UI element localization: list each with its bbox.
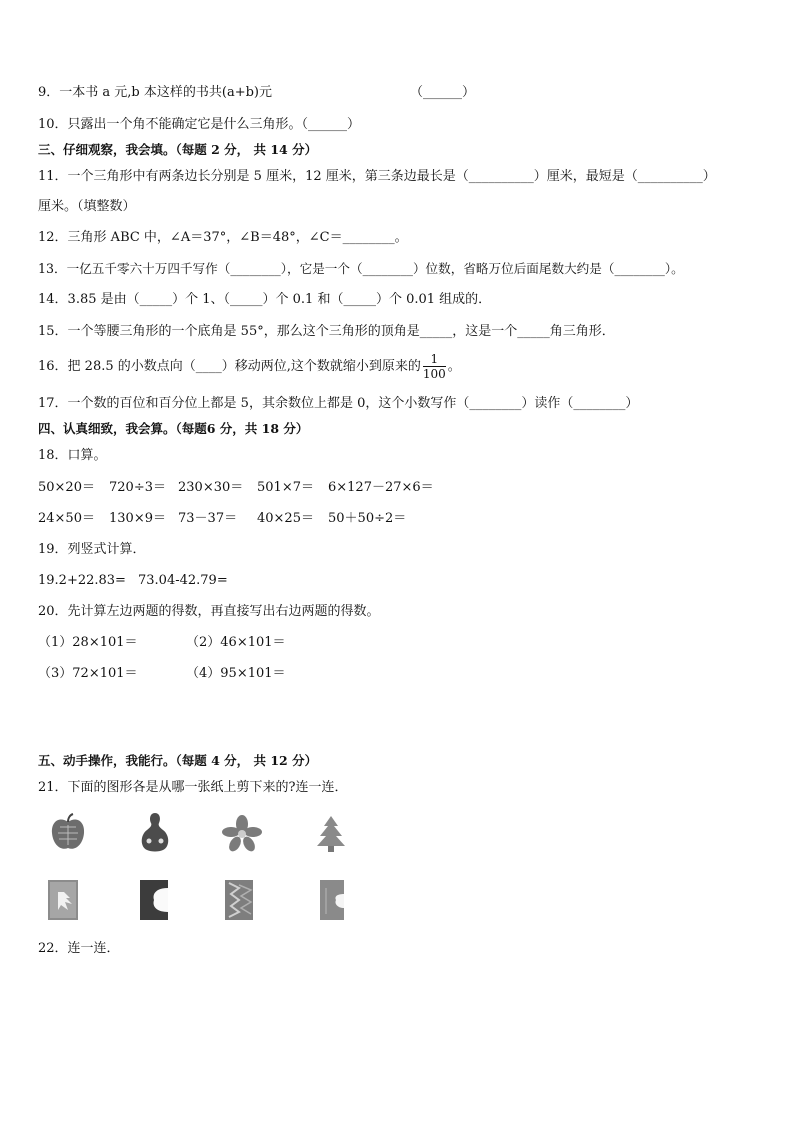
question-11-line-2: 厘米。（填整数） bbox=[38, 199, 136, 214]
calc-item: （4）95×101＝ bbox=[186, 666, 286, 681]
question-11-text-b: ）厘米，最短是（ bbox=[533, 169, 638, 184]
question-9-text: 9．一本书 a 元,b 本这样的书共(a+b)元 bbox=[38, 85, 272, 100]
gourd-icon[interactable] bbox=[138, 811, 172, 853]
paper-cut-4[interactable] bbox=[320, 880, 344, 920]
question-21-title: 21．下面的图形各是从哪一张纸上剪下来的?连一连． bbox=[38, 780, 348, 795]
question-10: 10．只露出一个角不能确定它是什么三角形。（______） bbox=[38, 117, 361, 132]
question-16 bbox=[38, 352, 461, 382]
question-11-blank-1[interactable]: __________ bbox=[468, 169, 534, 184]
calc-item: 501×7＝ bbox=[257, 480, 314, 495]
question-11-text-c: ） bbox=[702, 169, 716, 184]
fraction-denominator: 100 bbox=[422, 367, 446, 381]
question-19-title: 19．列竖式计算． bbox=[38, 542, 146, 557]
paper-cut-1[interactable] bbox=[48, 880, 78, 920]
tree-icon[interactable] bbox=[316, 815, 346, 853]
vertical-calc-item: 19.2+22.83= bbox=[38, 573, 126, 588]
calc-item: 720÷3＝ bbox=[109, 480, 166, 495]
question-16-text: 16．把 28.5 的小数点向（____）移动两位,这个数就缩小到原来的 bbox=[38, 359, 421, 374]
question-9 bbox=[38, 84, 272, 102]
question-16-end: 。 bbox=[447, 359, 461, 374]
calc-item: 50×20＝ bbox=[38, 480, 95, 495]
question-11-blank-2[interactable]: __________ bbox=[637, 169, 703, 184]
apple-icon[interactable] bbox=[48, 813, 88, 853]
question-15: 15．一个等腰三角形的一个底角是 55°，那么这个三角形的顶角是_____，这是一个_____角三角形． bbox=[38, 324, 615, 339]
question-9-answer-blank[interactable]: （______） bbox=[410, 85, 476, 100]
fraction-1-100 bbox=[423, 352, 446, 381]
calc-item: 24×50＝ bbox=[38, 511, 95, 526]
calc-item: （1）28×101＝ bbox=[38, 635, 138, 650]
calc-item: 130×9＝ bbox=[109, 511, 166, 526]
question-11 bbox=[38, 168, 716, 186]
question-11-text-a: 11．一个三角形中有两条边长分别是 5 厘米，12 厘米，第三条边最长是（ bbox=[38, 169, 469, 184]
calc-item: （3）72×101＝ bbox=[38, 666, 138, 681]
question-12: 12．三角形 ABC 中，∠A＝37°，∠B＝48°，∠C＝________。 bbox=[38, 230, 408, 245]
question-17: 17．一个数的百位和百分位上都是 5，其余数位上都是 0，这个小数写作（________）读作（________） bbox=[38, 396, 639, 411]
question-18-title: 18．口算。 bbox=[38, 448, 107, 463]
calc-item: 73－37＝ bbox=[178, 511, 238, 526]
calc-item: （2）46×101＝ bbox=[186, 635, 286, 650]
paper-cut-3[interactable] bbox=[225, 880, 253, 920]
fraction-numerator: 1 bbox=[423, 352, 446, 367]
section-5-heading: 五、动手操作，我能行。（每题 4 分， 共 12 分） bbox=[38, 753, 318, 768]
calc-item: 40×25＝ bbox=[257, 511, 314, 526]
question-22-title: 22．连一连． bbox=[38, 941, 120, 956]
flower-icon[interactable] bbox=[222, 815, 262, 853]
paper-cut-2[interactable] bbox=[140, 880, 168, 920]
section-4-heading: 四、认真细致，我会算。（每题6 分，共 18 分） bbox=[38, 421, 309, 436]
vertical-calc-item: 73.04-42.79= bbox=[138, 573, 228, 588]
question-20-title: 20．先计算左边两题的得数，再直接写出右边两题的得数。 bbox=[38, 604, 380, 619]
calc-item: 230×30＝ bbox=[178, 480, 244, 495]
question-13: 13．一亿五千零六十万四千写作（________），它是一个（________）位数，省略万位后面尾数大约是（________）。 bbox=[38, 261, 684, 276]
section-3-heading: 三、仔细观察，我会填。（每题 2 分， 共 14 分） bbox=[38, 142, 318, 157]
calc-item: 6×127－27×6＝ bbox=[328, 480, 434, 495]
calc-item: 50＋50÷2＝ bbox=[328, 511, 407, 526]
question-14: 14．3.85 是由（_____）个 1、（_____）个 0.1 和（_____）个 0.01 组成的． bbox=[38, 292, 492, 307]
